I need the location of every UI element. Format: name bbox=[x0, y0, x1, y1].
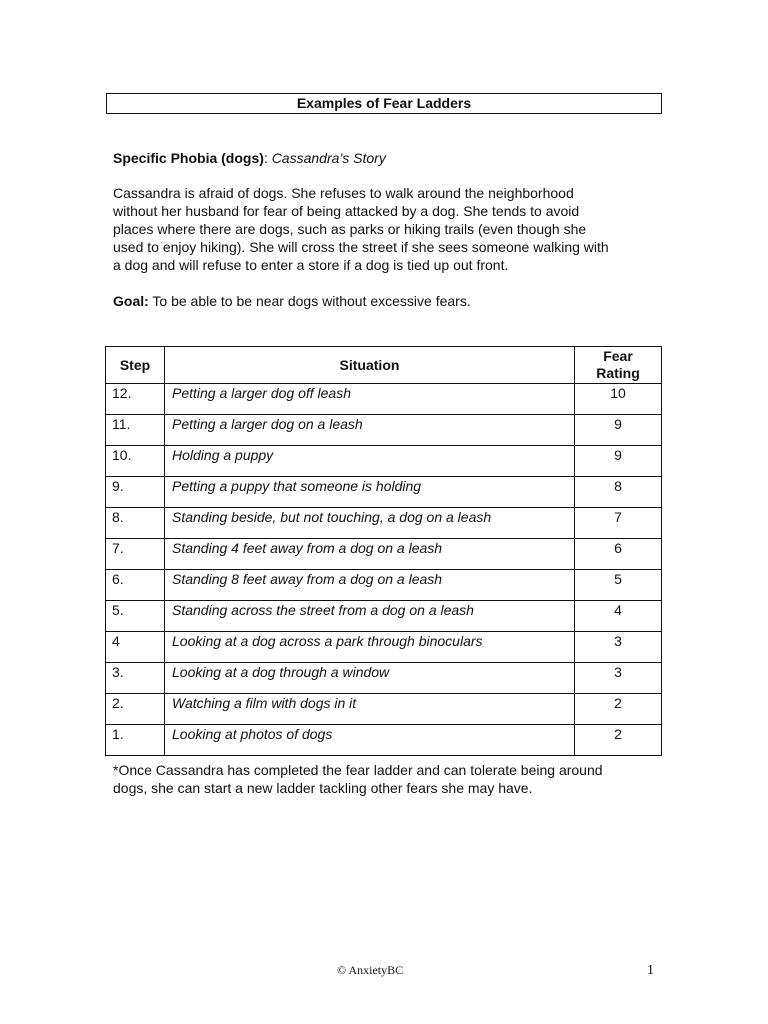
story-line: Cassandra is afraid of dogs. She refuses to walk around the neighborhood bbox=[113, 185, 574, 201]
situation-cell: Looking at a dog across a park through binoculars bbox=[165, 632, 575, 663]
story-line: used to enjoy hiking). She will cross the street if she sees someone walking with bbox=[113, 239, 609, 255]
step-header: Step bbox=[106, 347, 165, 384]
step-cell: 8. bbox=[106, 508, 165, 539]
fear-rating-cell: 10 bbox=[575, 384, 662, 415]
situation-cell: Watching a film with dogs in it bbox=[165, 694, 575, 725]
fear-rating-cell: 3 bbox=[575, 663, 662, 694]
table-row bbox=[106, 725, 662, 756]
copyright-footer: © AnxietyBC bbox=[337, 963, 404, 977]
section-heading bbox=[113, 150, 386, 166]
situation-cell: Petting a puppy that someone is holding bbox=[165, 477, 575, 508]
story-line: a dog and will refuse to enter a store if a dog is tied up out front. bbox=[113, 257, 509, 273]
table-row bbox=[106, 415, 662, 446]
step-cell: 10. bbox=[106, 446, 165, 477]
fear-rating-cell: 9 bbox=[575, 446, 662, 477]
page-number: 1 bbox=[647, 963, 654, 978]
fear-rating-header-line2: Rating bbox=[596, 365, 640, 381]
situation-cell: Looking at photos of dogs bbox=[165, 725, 575, 756]
table-row bbox=[106, 601, 662, 632]
situation-cell: Standing 4 feet away from a dog on a leash bbox=[165, 539, 575, 570]
situation-cell: Standing 8 feet away from a dog on a leash bbox=[165, 570, 575, 601]
story-line: without her husband for fear of being attacked by a dog. She tends to avoid bbox=[113, 203, 580, 219]
table-row bbox=[106, 663, 662, 694]
fear-rating-cell: 3 bbox=[575, 632, 662, 663]
fear-rating-cell: 2 bbox=[575, 694, 662, 725]
fear-rating-header-line1: Fear bbox=[603, 348, 633, 364]
fear-rating-cell: 5 bbox=[575, 570, 662, 601]
fear-rating-header bbox=[575, 347, 662, 384]
step-cell: 4 bbox=[106, 632, 165, 663]
document-title: Examples of Fear Ladders bbox=[106, 93, 662, 114]
fear-rating-cell: 7 bbox=[575, 508, 662, 539]
table-row bbox=[106, 694, 662, 725]
step-cell: 7. bbox=[106, 539, 165, 570]
step-cell: 3. bbox=[106, 663, 165, 694]
table-row bbox=[106, 570, 662, 601]
situation-header: Situation bbox=[165, 347, 575, 384]
step-cell: 1. bbox=[106, 725, 165, 756]
fear-rating-cell: 4 bbox=[575, 601, 662, 632]
table-row bbox=[106, 632, 662, 663]
story-paragraph bbox=[113, 184, 633, 274]
table-header-row bbox=[106, 347, 662, 384]
table-row bbox=[106, 477, 662, 508]
situation-cell: Holding a puppy bbox=[165, 446, 575, 477]
step-cell: 5. bbox=[106, 601, 165, 632]
footnote-line: *Once Cassandra has completed the fear ladder and can tolerate being around bbox=[113, 762, 603, 778]
situation-cell: Looking at a dog through a window bbox=[165, 663, 575, 694]
step-cell: 6. bbox=[106, 570, 165, 601]
step-cell: 11. bbox=[106, 415, 165, 446]
table-body bbox=[106, 384, 662, 756]
step-cell: 2. bbox=[106, 694, 165, 725]
fear-ladder-table bbox=[105, 346, 662, 756]
goal-text: To be able to be near dogs without excessive fears. bbox=[148, 293, 471, 309]
fear-rating-cell: 9 bbox=[575, 415, 662, 446]
fear-rating-cell: 8 bbox=[575, 477, 662, 508]
footnote bbox=[113, 761, 653, 797]
fear-rating-cell: 6 bbox=[575, 539, 662, 570]
table-row bbox=[106, 446, 662, 477]
goal-label: Goal: bbox=[113, 293, 149, 309]
table-row bbox=[106, 539, 662, 570]
situation-cell: Petting a larger dog on a leash bbox=[165, 415, 575, 446]
story-title: Cassandra’s Story bbox=[271, 150, 386, 166]
table-row bbox=[106, 384, 662, 415]
story-line: places where there are dogs, such as parks or hiking trails (even though she bbox=[113, 221, 587, 237]
situation-cell: Petting a larger dog off leash bbox=[165, 384, 575, 415]
situation-cell: Standing beside, but not touching, a dog on a leash bbox=[165, 508, 575, 539]
goal-statement bbox=[113, 293, 471, 309]
fear-rating-cell: 2 bbox=[575, 725, 662, 756]
table-row bbox=[106, 508, 662, 539]
phobia-type: Specific Phobia (dogs) bbox=[113, 150, 264, 166]
heading-colon: : bbox=[263, 150, 268, 166]
step-cell: 9. bbox=[106, 477, 165, 508]
step-cell: 12. bbox=[106, 384, 165, 415]
footnote-line: dogs, she can start a new ladder tackling other fears she may have. bbox=[113, 780, 533, 796]
situation-cell: Standing across the street from a dog on a leash bbox=[165, 601, 575, 632]
